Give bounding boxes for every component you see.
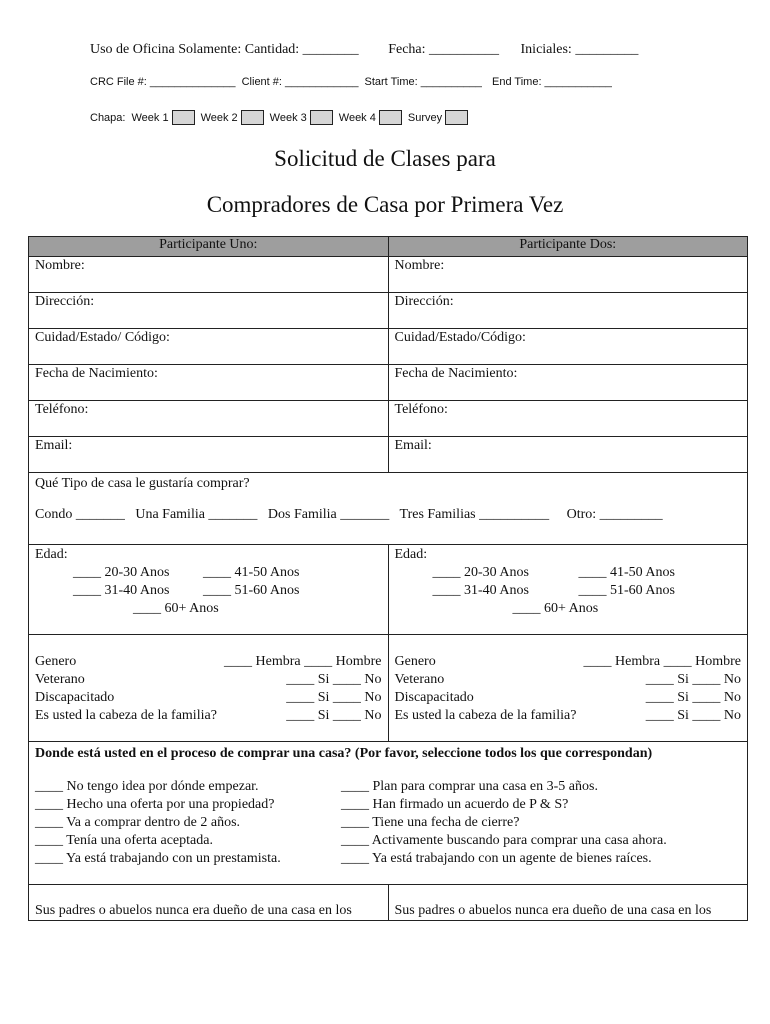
house-type-cell	[29, 473, 748, 545]
discapacitado-options-left[interactable]: ____ Si ____ No	[286, 690, 382, 705]
participants-header-row	[29, 237, 748, 257]
form-title-line2: Compradores de Casa por Primera Vez	[206, 192, 564, 217]
parents-question-left: Sus padres o abuelos nunca era dueño de una casa en los	[29, 885, 389, 921]
veterano-line-left	[35, 671, 382, 689]
process-question: Donde está usted en el proceso de comprar una casa? (Por favor, seleccione todos los que correspondan)	[35, 746, 653, 761]
week3-label: Week 3	[269, 111, 307, 124]
email-field-left[interactable]: Email:	[29, 437, 389, 473]
process-options	[35, 778, 741, 868]
chapa-line	[90, 110, 474, 125]
form-title-line1: Solicitud de Clases para	[274, 146, 496, 171]
participant-two-header: Participante Dos:	[388, 237, 748, 257]
cabeza-line-left	[35, 707, 382, 725]
office-cantidad-field[interactable]: Uso de Oficina Solamente: Cantidad: ________	[90, 42, 359, 57]
nombre-field-left[interactable]: Nombre:	[29, 257, 389, 293]
process-option-right-1[interactable]: ____ Plan para comprar una casa en 3-5 años.	[341, 779, 598, 794]
crc-line	[90, 76, 615, 88]
parents-row	[29, 885, 748, 921]
cabeza-label-right: Es usted la cabeza de la familia?	[394, 708, 577, 723]
client-number-field[interactable]: Client #: ____________	[241, 76, 359, 88]
cabeza-options-right[interactable]: ____ Si ____ No	[645, 708, 741, 723]
veterano-options-left[interactable]: ____ Si ____ No	[286, 672, 382, 687]
process-option-right-2[interactable]: ____ Han firmado un acuerdo de P & S?	[341, 797, 569, 812]
cabeza-options-left[interactable]: ____ Si ____ No	[286, 708, 382, 723]
genero-label-left: Genero	[35, 654, 77, 669]
email-field-right[interactable]: Email:	[388, 437, 748, 473]
direccion-row	[29, 293, 748, 329]
age-options-right	[433, 564, 742, 600]
age-51-60-left[interactable]: ____ 51-60 Anos	[203, 583, 300, 598]
ciudad-field-left[interactable]: Cuidad/Estado/ Código:	[29, 329, 389, 365]
ciudad-row	[29, 329, 748, 365]
office-iniciales-field[interactable]: Iniciales: _________	[520, 42, 639, 57]
office-fecha-field[interactable]: Fecha: __________	[388, 42, 500, 57]
age-31-40-left[interactable]: ____ 31-40 Anos	[73, 583, 170, 598]
cabeza-line-right	[395, 707, 742, 725]
parents-question-right: Sus padres o abuelos nunca era dueño de una casa en los	[388, 885, 748, 921]
nacimiento-field-left[interactable]: Fecha de Nacimiento:	[29, 365, 389, 401]
direccion-field-left[interactable]: Dirección:	[29, 293, 389, 329]
house-type-question: Qué Tipo de casa le gustaría comprar?	[35, 476, 250, 491]
age-20-30-left[interactable]: ____ 20-30 Anos	[73, 565, 170, 580]
age-60plus-left[interactable]: ____ 60+ Anos	[133, 601, 219, 616]
process-option-right-3[interactable]: ____ Tiene una fecha de cierre?	[341, 815, 520, 830]
discapacitado-line-right	[395, 689, 742, 707]
demographics-cell-left	[29, 635, 389, 742]
discapacitado-options-right[interactable]: ____ Si ____ No	[645, 690, 741, 705]
week4-label: Week 4	[338, 111, 376, 124]
process-option-left-1[interactable]: ____ No tengo idea por dónde empezar.	[35, 779, 259, 794]
telefono-field-left[interactable]: Teléfono:	[29, 401, 389, 437]
process-row	[29, 742, 748, 885]
discapacitado-label-right: Discapacitado	[394, 690, 474, 705]
genero-options-left[interactable]: ____ Hembra ____ Hombre	[224, 654, 382, 669]
week3-checkbox[interactable]	[310, 110, 333, 125]
genero-options-right[interactable]: ____ Hembra ____ Hombre	[583, 654, 741, 669]
week1-checkbox[interactable]	[172, 110, 195, 125]
veterano-label-right: Veterano	[394, 672, 445, 687]
age-options-left	[73, 564, 382, 600]
process-option-left-5[interactable]: ____ Ya está trabajando con un prestamista.	[35, 851, 281, 866]
house-type-options[interactable]: Condo _______ Una Familia _______ Dos Familia _______ Tres Familias __________ Otro: _________	[35, 507, 663, 522]
discapacitado-line-left	[35, 689, 382, 707]
direccion-field-right[interactable]: Dirección:	[388, 293, 748, 329]
application-form-table	[28, 236, 748, 921]
age-31-40-right[interactable]: ____ 31-40 Anos	[432, 583, 529, 598]
discapacitado-label-left: Discapacitado	[35, 690, 115, 705]
process-option-left-2[interactable]: ____ Hecho una oferta por una propiedad?	[35, 797, 275, 812]
demographics-row	[29, 635, 748, 742]
age-cell-right	[388, 545, 748, 635]
house-type-row	[29, 473, 748, 545]
process-option-left-3[interactable]: ____ Va a comprar dentro de 2 años.	[35, 815, 241, 830]
age-41-50-left[interactable]: ____ 41-50 Anos	[203, 565, 300, 580]
end-time-field[interactable]: End Time: ___________	[491, 76, 612, 88]
telefono-field-right[interactable]: Teléfono:	[388, 401, 748, 437]
office-use-line	[90, 42, 644, 58]
crc-file-field[interactable]: CRC File #: ______________	[90, 76, 236, 88]
age-60plus-right[interactable]: ____ 60+ Anos	[512, 601, 599, 616]
email-row	[29, 437, 748, 473]
genero-line-left	[35, 653, 382, 671]
cabeza-label-left: Es usted la cabeza de la familia?	[35, 708, 217, 723]
survey-label: Survey	[407, 111, 443, 124]
week2-label: Week 2	[200, 111, 238, 124]
process-option-left-4[interactable]: ____ Tenía una oferta aceptada.	[35, 833, 213, 848]
telefono-row	[29, 401, 748, 437]
nacimiento-row	[29, 365, 748, 401]
age-cell-left	[29, 545, 389, 635]
demographics-cell-right	[388, 635, 748, 742]
ciudad-field-right[interactable]: Cuidad/Estado/Código:	[388, 329, 748, 365]
age-51-60-right[interactable]: ____ 51-60 Anos	[578, 583, 675, 598]
genero-label-right: Genero	[394, 654, 436, 669]
age-label-right: Edad:	[394, 547, 428, 562]
veterano-line-right	[395, 671, 742, 689]
week2-checkbox[interactable]	[241, 110, 264, 125]
nombre-row	[29, 257, 748, 293]
age-label-left: Edad:	[35, 547, 68, 562]
week4-checkbox[interactable]	[379, 110, 402, 125]
chapa-label: Chapa:	[90, 111, 126, 124]
survey-checkbox[interactable]	[445, 110, 468, 125]
process-option-right-4[interactable]: ____ Activamente buscando para comprar una casa ahora.	[341, 833, 667, 848]
process-cell	[29, 742, 748, 885]
age-20-30-right[interactable]: ____ 20-30 Anos	[432, 565, 529, 580]
start-time-field[interactable]: Start Time: __________	[364, 76, 482, 88]
genero-line-right	[395, 653, 742, 671]
veterano-label-left: Veterano	[35, 672, 85, 687]
week1-label: Week 1	[131, 111, 169, 124]
nacimiento-field-right[interactable]: Fecha de Nacimiento:	[388, 365, 748, 401]
process-option-right-5[interactable]: ____ Ya está trabajando con un agente de bienes raíces.	[341, 851, 652, 866]
veterano-options-right[interactable]: ____ Si ____ No	[645, 672, 741, 687]
age-row	[29, 545, 748, 635]
age-41-50-right[interactable]: ____ 41-50 Anos	[578, 565, 675, 580]
participant-one-header: Participante Uno:	[29, 237, 389, 257]
nombre-field-right[interactable]: Nombre:	[388, 257, 748, 293]
